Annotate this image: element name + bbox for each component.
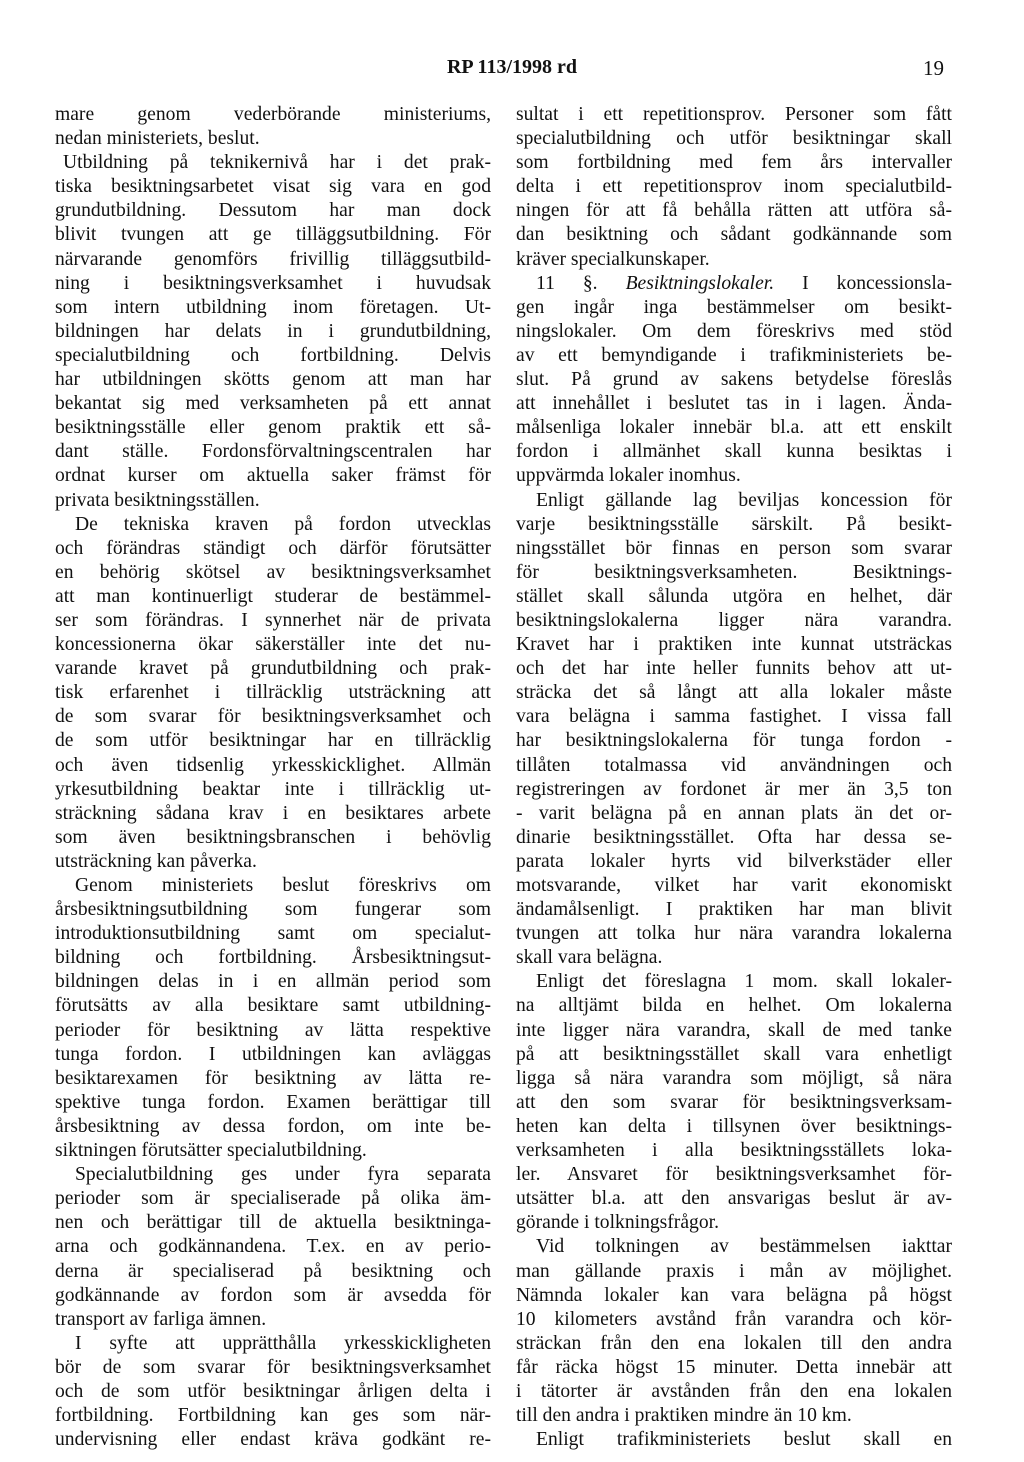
text-line: delta i ett repetitionsprov inom specialutbild-	[516, 176, 952, 198]
text-line: får räcka högst 15 minuter. Detta innebär att	[516, 1356, 952, 1378]
text-line: sträckan från den ena lokalen till den andra	[516, 1332, 952, 1354]
text-line: bildningen har delats in i grundutbildning,	[55, 320, 491, 342]
text-line: sultat i ett repetitionsprov. Personer som fått	[516, 104, 952, 125]
text-line: fordon i allmänhet skall kunna besiktas i	[516, 441, 952, 463]
text-line: i tätorter är avstånden från den ena lokalen	[516, 1380, 952, 1402]
text-line: utsträckning kan påverka.	[55, 850, 257, 872]
text-line: som fortbildning med fem års intervaller	[516, 152, 952, 174]
text-line: tiska besiktningsarbetet visat sig vara en god	[55, 176, 491, 198]
text-line: målsenliga lokaler innebär bl.a. att ett enskilt	[516, 417, 952, 439]
text-line: dinarie besiktningsstället. Ofta har dessa se-	[516, 826, 952, 848]
text-line: förutsätts av alla besiktare samt utbildning-	[55, 995, 491, 1017]
text-line: att innehållet i beslutet tas in i lagen. Ända-	[516, 393, 952, 415]
text-line: tisk erfarenhet i tillräcklig utsträckning att	[55, 682, 491, 704]
text-line: av ett bemyndigande i trafikministeriets be-	[516, 344, 952, 366]
text-line: 10 kilometers avstånd från varandra och kör-	[516, 1308, 952, 1330]
text-line: bekantat sig med verksamheten på ett annat	[55, 393, 491, 415]
text-line: sträcka det så långt att alla lokaler måste	[516, 682, 952, 704]
text-line: på att besiktningsstället skall vara enhetligt	[516, 1043, 952, 1065]
text-line: tunga fordon. I utbildningen kan avläggas	[55, 1043, 491, 1065]
text-line: varande kravet på grundutbildning och prak-	[55, 658, 491, 680]
text-line: varje besiktningsställe särskilt. På besikt-	[516, 513, 952, 535]
text-line: spektive tunga fordon. Examen berättigar till	[55, 1091, 491, 1113]
left-text-column	[55, 103, 491, 1452]
text-line: som även besiktningsbranschen i behövlig	[55, 826, 491, 848]
text-line: transport av farliga ämnen.	[55, 1308, 267, 1330]
text-line: som intern utbildning inom företagen. Ut-	[55, 296, 491, 318]
text-line: blivit tvungen att ge tilläggsutbildning. För	[55, 224, 491, 246]
text-line: har utbildningen skötts genom att man har	[55, 369, 491, 391]
text-line: ningsstället bör finnas en person som svarar	[516, 537, 952, 559]
text-line: och förändras ständigt och därför förutsätter	[55, 537, 491, 559]
text-line: arna och godkännandena. T.ex. en av perio-	[55, 1236, 491, 1258]
text-line: na alltjämt bilda en helhet. Om lokalerna	[516, 995, 952, 1017]
text-line: att den som svarar för besiktningsverksam-	[516, 1091, 952, 1113]
text-line: bör de som svarar för besiktningsverksamhet	[55, 1356, 491, 1378]
text-line: dan besiktning och sådant godkännande som	[516, 224, 952, 246]
section-heading: Besiktningslokaler.	[625, 272, 775, 294]
text-line: en behörig skötsel av besiktningsverksamhet	[55, 561, 491, 583]
text-line: registreringen av fordonet är mer än 3,5 ton	[516, 778, 952, 800]
text-line: ser som förändras. I synnerhet när de privata	[55, 609, 491, 631]
text-line: specialutbildning och utför besiktningar skall	[516, 128, 952, 150]
text-line: heten kan delta i tillsynen över besiktnings-	[516, 1115, 952, 1137]
text-line: mare genom vederbörande ministeriums,	[55, 104, 491, 125]
page-number: 19	[923, 56, 944, 80]
text-line: de som svarar för besiktningsverksamhet och	[55, 706, 491, 728]
text-line: har besiktningslokalerna för tunga fordon -	[516, 730, 952, 752]
text-line: yrkesutbildning beaktar inte i tillräcklig ut-	[55, 778, 491, 800]
text-line: introduktionsutbildning samt om specialut-	[55, 923, 491, 945]
text-line: besiktningsställe eller genom praktik ett så-	[55, 417, 491, 439]
text-line: närvarande genomförs frivillig tilläggsutbild-	[55, 248, 491, 270]
text-line: Kravet har i praktiken inte kunnat utsträckas	[516, 634, 952, 656]
text-line: nedan ministeriets, beslut.	[55, 128, 260, 150]
text-line: Genom ministeriets beslut föreskrivs om	[75, 875, 491, 896]
text-line: Enligt trafikministeriets beslut skall en	[536, 1429, 952, 1451]
text-line: vara belägna i samma fastighet. I vissa fall	[516, 706, 952, 728]
text-line: att man kontinuerligt studerar de bestämmel-	[55, 585, 491, 607]
text-line: till den andra i praktiken mindre än 10 km.	[516, 1405, 852, 1427]
text-line: årsbesiktningsutbildning som fungerar som	[55, 899, 491, 921]
text-line: undervisning eller endast kräva godkänt re-	[55, 1429, 491, 1451]
text-line: fortbildning. Fortbildning kan ges som när-	[55, 1405, 491, 1427]
text-line: och de som utför besiktningar årligen delta i	[55, 1380, 491, 1402]
text-line: verksamheten i alla besiktningsställets loka-	[516, 1140, 952, 1162]
text-line: Enligt gällande lag beviljas koncession för	[536, 489, 952, 511]
text-line: Utbildning på teknikernivå har i det prak-	[63, 152, 491, 174]
text-line: ligga så nära varandra som möjligt, så nära	[516, 1067, 952, 1089]
text-line: för besiktningsverksamheten. Besiktnings-	[516, 561, 952, 583]
text-line: De tekniska kraven på fordon utvecklas	[75, 513, 491, 535]
text-line: Enligt det föreslagna 1 mom. skall lokaler-	[536, 971, 952, 993]
text-line: dant ställe. Fordonsförvaltningscentralen har	[55, 441, 491, 463]
text-line: utsätter bl.a. att den ansvarigas beslut är av-	[516, 1188, 952, 1210]
text-line: specialutbildning och fortbildning. Delvis	[55, 344, 491, 366]
running-title: RP 113/1998 rd	[446, 56, 577, 78]
text-line: godkännande av fordon som är avsedda för	[55, 1284, 491, 1306]
text-line: skall vara belägna.	[516, 947, 663, 969]
text-line: grundutbildning. Dessutom har man dock	[55, 200, 491, 222]
text-line: sträckning sådana krav i en besiktares arbete	[55, 802, 491, 824]
text-line: ordnat kurser om aktuella saker främst för	[55, 465, 491, 487]
text-line: 11 §. Besiktningslokaler. I koncessionsla-	[536, 272, 953, 294]
text-line: man gällande praxis i mån av möjlighet.	[516, 1260, 952, 1282]
text-line: kräver specialkunskaper.	[516, 248, 710, 270]
text-line: perioder som är specialiserade på olika äm-	[55, 1188, 491, 1210]
text-line: privata besiktningsställen.	[55, 489, 260, 511]
text-line: ler. Ansvaret för besiktningsverksamhet för-	[516, 1164, 952, 1186]
text-line: Specialutbildning ges under fyra separata	[75, 1164, 491, 1186]
text-line: derna är specialiserad på besiktning och	[55, 1260, 491, 1282]
text-line: årsbesiktning av dessa fordon, om inte be-	[55, 1115, 491, 1137]
text-line: besiktningslokalerna ligger nära varandra.	[516, 609, 952, 631]
text-line: nen och berättigar till de aktuella besiktninga-	[55, 1212, 491, 1234]
text-line: tillåten totalmassa vid användningen och	[516, 754, 952, 776]
text-line: perioder för besiktning av lätta respektive	[55, 1019, 491, 1041]
text-line: bildningen delas in i en allmän period som	[55, 971, 491, 993]
page-header	[0, 56, 1024, 86]
text-line: ningslokaler. Om dem föreskrivs med stöd	[516, 320, 952, 342]
text-line: - varit belägna på en annan plats än det or-	[516, 802, 952, 824]
right-text-column	[516, 103, 952, 1452]
text-line: och även tidsenlig yrkesskicklighet. Allmän	[55, 754, 491, 776]
text-line: stället skall sålunda utgöra en helhet, där	[516, 585, 952, 607]
text-line: de som utför besiktningar har en tillräcklig	[55, 730, 491, 752]
text-line: ningen för att få behålla rätten att utföra så-	[516, 200, 952, 222]
text-line: parata lokaler hyrts vid bilverkstäder eller	[516, 850, 952, 872]
text-line: slut. På grund av sakens betydelse föreslås	[516, 369, 952, 391]
text-line: ning i besiktningsverksamhet i huvudsak	[55, 272, 491, 294]
text-line: inte ligger nära varandra, skall de med tanke	[516, 1019, 952, 1041]
text-line: I syfte att upprätthålla yrkesskickligheten	[75, 1332, 491, 1354]
text-line: Nämnda lokaler kan vara belägna på högst	[516, 1284, 952, 1306]
text-line: uppvärmda lokaler inomhus.	[516, 465, 741, 487]
text-line: koncessionerna ökar säkerställer inte det nu-	[55, 634, 491, 656]
text-line: siktningen förutsätter specialutbildning.	[55, 1140, 367, 1162]
text-line: görande i tolkningsfrågor.	[516, 1212, 719, 1234]
text-line: motsvarande, vilket har varit ekonomiskt	[516, 875, 952, 896]
text-line: besiktarexamen för besiktning av lätta re-	[55, 1067, 491, 1089]
text-line: bildning och fortbildning. Årsbesiktningsut-	[55, 947, 491, 969]
text-line: och det har inte heller funnits behov att ut-	[516, 658, 952, 680]
text-line: Vid tolkningen av bestämmelsen iakttar	[536, 1236, 952, 1258]
text-line: tvungen att tolka hur nära varandra lokalerna	[516, 923, 952, 945]
text-line: gen ingår inga bestämmelser om besikt-	[516, 296, 952, 318]
text-line: ändamålsenligt. I praktiken har man blivit	[516, 899, 952, 921]
